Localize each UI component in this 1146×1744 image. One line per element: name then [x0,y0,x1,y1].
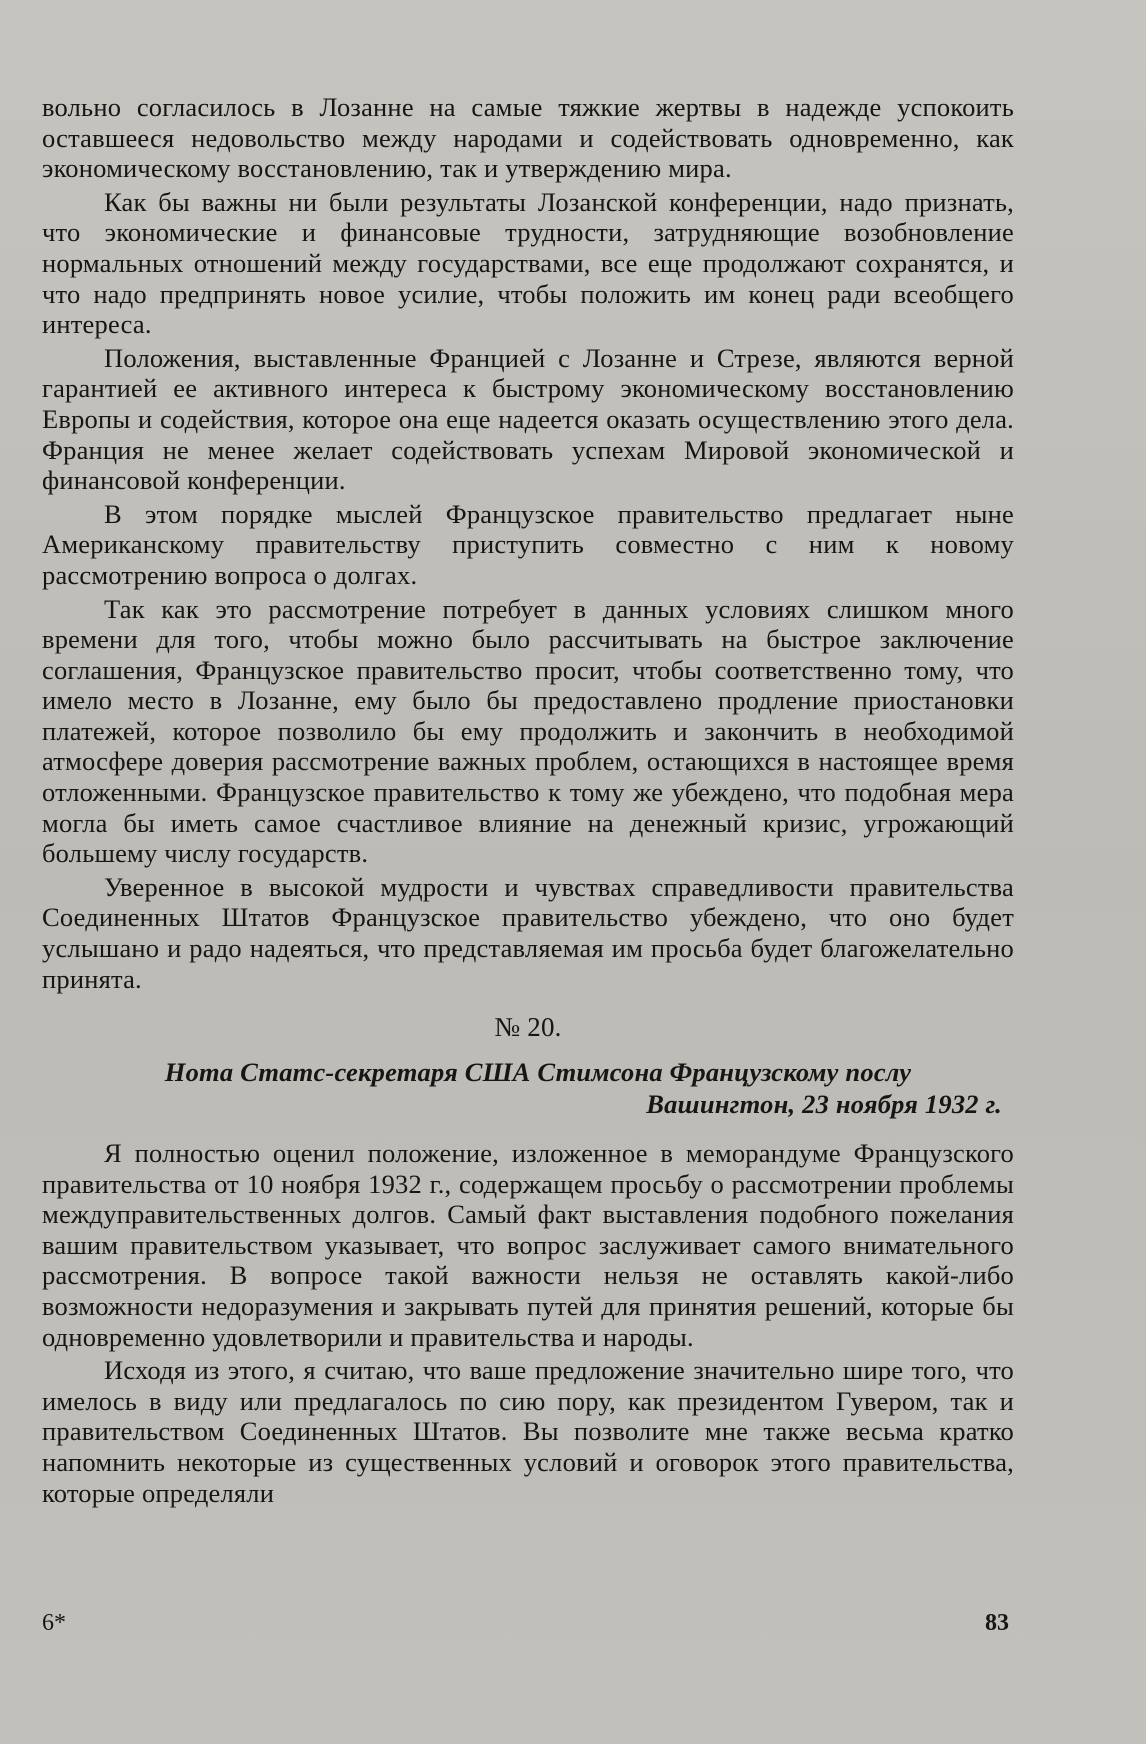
paragraph-5: Так как это рассмотрение потребует в данных условиях слишком много времени для того, чтобы можно было рассчитывать на быстрое заключение соглашения, Французское правительство просит, чтобы соответственно тому, что имело место в Лозанне, ему было бы предоставлено продление приостановки платежей, которое позволило бы ему продолжить и закончить в необходимой атмосфере доверия рассмотрение важных проблем, остающихся в настоящее время отложенными. Французское правительство к тому же убеждено, что подобная мера могла бы иметь самое счастливое влияние на денежный кризис, угрожающий большему числу государств. [42,593,1014,869]
document-dateline: Вашингтон, 23 ноября 1932 г. [646,1089,1002,1120]
paragraph-4: В этом порядке мыслей Французское правительство предлагает ныне Американскому правительству приступить совместно с ним к новому рассмотрению вопроса о долгах. [42,498,1014,590]
paragraph-3: Положения, выставленные Францией с Лозанне и Стрезе, являются верной гарантией ее активного интереса к быстрому экономическому восстановлению Европы и содействия, которое она еще надеется оказать осуществлению этого дела. Франция не менее желает содействовать успехам Мировой экономической и финансовой конференции. [42,342,1014,496]
text-column [42,92,1014,1511]
paragraph-2: Как бы важны ни были результаты Лозанской конференции, надо признать, что экономические и финансовые трудности, затрудняющие возобновление нормальных отношений между государствами, все еще продолжают сохранятся, и что надо предпринять новое усилие, чтобы положить им конец ради всеобщего интереса. [42,186,1014,340]
document-heading: Нота Статс-секретаря США Стимсона Французскому послу [164,1056,912,1087]
paragraph-6: Уверенное в высокой мудрости и чувствах справедливости правительства Соединенных Штатов Французское правительство убеждено, что оно будет услышано и радо надеяться, что представляемая им просьба будет благожелательно принята. [42,871,1014,994]
paragraph-7: Я полностью оценил положение, изложенное в меморандуме Французского правительства от 10 ноября 1932 г., содержащем просьбу о рассмотрении проблемы междуправительственных долгов. Самый факт выставления подобного пожелания вашим правительством указывает, что вопрос заслуживает самого внимательного рассмотрения. В вопросе такой важности нельзя не оставлять какой-либо возможности недоразумения и закрывать путей для принятия решений, которые бы одновременно удовлетворили и правительства и народы. [42,1138,1014,1352]
document-number: № 20. [494,1012,562,1043]
paragraph-8: Исходя из этого, я считаю, что ваше предложение значительно шире того, что имелось в виду или предлагалось по сию пору, как президентом Гувером, так и правительством Соединенных Штатов. Вы позволите мне также весьма кратко напомнить некоторые из существенных условий и оговорок этого правительства, которые определяли [42,1355,1014,1508]
paragraph-1: вольно согласилось в Лозанне на самые тяжкие жертвы в надежде успокоить оставшееся недовольство между народами и содействовать одновременно, как экономическому восстановлению, так и утверждению мира. [42,92,1014,184]
signature-mark: 6* [42,1610,66,1636]
page-number: 83 [985,1610,1009,1636]
